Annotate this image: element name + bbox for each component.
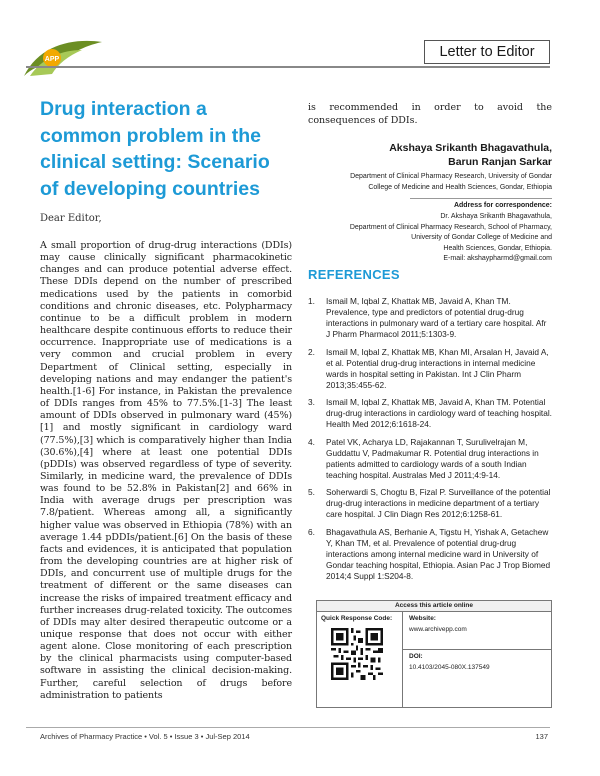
reference-item (308, 437, 552, 481)
article-body (40, 240, 292, 702)
reference-number: 2. (308, 346, 315, 357)
correspondence-email[interactable]: E-mail: akshaypharmd@gmail.com (443, 255, 552, 262)
author-line-1: Akshaya Srikanth Bhagavathula, (389, 142, 552, 154)
doi-cell (403, 650, 551, 707)
reference-number: 6. (308, 526, 315, 537)
article-paragraph: A small proportion of drug-drug interactions (DDIs) may cause clinically significant pharmacokinetic changes and can produce potential adverse effect. These DDIs depend on the number of prescribed medications used by the patients in comorbid conditions and chronic diseases, etc. Polypharmacy continue to be a difficult problem in modern healthcare despite continuous efforts to reduce their occurrence. Inappropriate use of medications is a very common and crucial problem in every Department of Clinical setting, especially in developing nations and may endanger the patient's health.[1-6] For instance, in Pakistan the prevalence of DDIs ranges from 45% to 77.5%.[1-3] The least amount of DDIs observed in pulmonary ward (45%)[1] and mostly significant in cardiology ward (77.5%),[3] which is comparatively higher than India (30.6%),[4] where at least one potential DDIs (pDDIs) was observed regardless of type of severity. Similarly, in medicine ward, the prevalence of DDIs was found to be 52.8% in Pakistan[2] and 66% in India with average drugs per prescription was 7.8/patient. Whereas among all, a significantly higher value was observed in Ethiopia (78%) with an average 1.44 pDDIs/patient.[6] On the basis of these facts and evidences, it is anticipated that population from the developing countries are at higher risk of DDIs, and concurrent use of multiple drugs for the treatment of different or the same diseases can increase the risks of impaired treatment efficacy and further increases drug-related toxicity. The outcomes of DDIs may alter desired therapeutic outcome or a unique response that does not occur with either agent alone. Close monitoring of each prescription by the clinical pharmacists using computer-based software in assisting the clinical decision-making. Further, careful selection of drugs before administration to patients (40, 240, 292, 701)
reference-text: Patel VK, Acharya LD, Rajakannan T, Surulivelrajan M, Guddattu V, Padmakumar R. Potential drug interactions in patients admitted to cardiology wards of a south Indian teaching hospital. Australas Med J 2011;4:9-14. (326, 436, 539, 480)
reference-text: Ismail M, Iqbal Z, Khattak MB, Javaid A, Khan TM. Prevalence, type and predictors of potential drug-drug interactions in pulmonary ward of a tertiary care hospital. Afr J Pharm Pharmacol 2011;5:1303-9. (326, 296, 547, 339)
reference-item (308, 527, 552, 582)
reference-number: 4. (308, 436, 315, 447)
reference-item (308, 397, 552, 430)
affiliation (302, 171, 552, 193)
reference-number: 3. (308, 397, 315, 407)
reference-number: 1. (308, 296, 315, 306)
reference-item (308, 296, 552, 340)
article-continuation: is recommended in order to avoid the consequences of DDIs. (308, 102, 552, 126)
header-divider (26, 66, 550, 68)
website-cell (403, 612, 551, 650)
affiliation-divider (410, 198, 552, 199)
authors (389, 141, 552, 169)
references-list (308, 296, 552, 588)
reference-text: Ismail M, Iqbal Z, Khattak MB, Khan MI, Arsalan H, Javaid A, et al. Potential drug-drug interactions in internal medicine wards in hospital setting in Pakistan. Int J Clin Pharm 2013;35:455-62. (326, 346, 549, 390)
reference-text: Ismail M, Iqbal Z, Khattak MB, Javaid A, Khan TM. Potential drug-drug interactions in cardiology ward of teaching hospital. Health Med 2012;6:1618-24. (326, 397, 552, 429)
journal-logo (22, 36, 104, 80)
correspondence-line: Health Sciences, Gondar, Ethiopia. (443, 244, 552, 252)
access-article-box (316, 600, 552, 708)
website-link[interactable]: www.archivepp.com (409, 626, 467, 633)
page-number: 137 (535, 732, 548, 741)
correspondence-line: Department of Clinical Pharmacy Research, School of Pharmacy, (349, 223, 552, 231)
author-line-2: Barun Ranjan Sarkar (448, 156, 552, 168)
logo-text: APP (44, 56, 60, 63)
access-box-header: Access this article online (317, 601, 551, 612)
qr-code-icon[interactable] (331, 628, 383, 680)
qr-label: Quick Response Code: (321, 615, 393, 622)
journal-citation: Archives of Pharmacy Practice • Vol. 5 • Issue 3 • Jul-Sep 2014 (40, 732, 250, 741)
footer-divider (26, 727, 550, 728)
correspondence-title: Address for correspondence: (453, 202, 552, 209)
article-title: Drug interaction a common problem in the clinical setting: Scenario of developing countries (40, 98, 270, 200)
correspondence-address (292, 212, 552, 265)
reference-text: Bhagavathula AS, Berhanie A, Tigstu H, Yishak A, Getachew Y, Khan TM, et al. Prevalence of potential drug-drug interactions among internal medicine ward in University of Gondar teaching hospital, Ethiopia. Asian Pac J Trop Biomed 2014;4 Suppl 1:S204-8. (326, 526, 551, 581)
section-label: Letter to Editor (424, 40, 550, 64)
doi-label: DOI: (409, 653, 423, 660)
correspondence-line: University of Gondar College of Medicine and (411, 234, 552, 241)
reference-text: Soherwardi S, Chogtu B, Fizal P. Surveillance of the potential drug-drug interactions in medicine department of a tertiary care hospital. J Clin Diagn Res 2012;6:1258-61. (326, 487, 551, 519)
references-heading: REFERENCES (308, 267, 400, 282)
website-label: Website: (409, 615, 436, 622)
correspondence-line: Dr. Akshaya Srikanth Bhagavathula, (440, 213, 552, 220)
reference-item (308, 487, 552, 520)
doi-link[interactable]: 10.4103/2045-080X.137549 (409, 664, 490, 671)
affiliation-line-2: College of Medicine and Health Sciences, Gondar, Ethiopia (368, 184, 552, 191)
qr-section (317, 612, 403, 707)
reference-item (308, 347, 552, 391)
affiliation-line-1: Department of Clinical Pharmacy Research, University of Gondar (350, 173, 552, 180)
reference-number: 5. (308, 487, 315, 497)
salutation: Dear Editor, (40, 213, 102, 224)
